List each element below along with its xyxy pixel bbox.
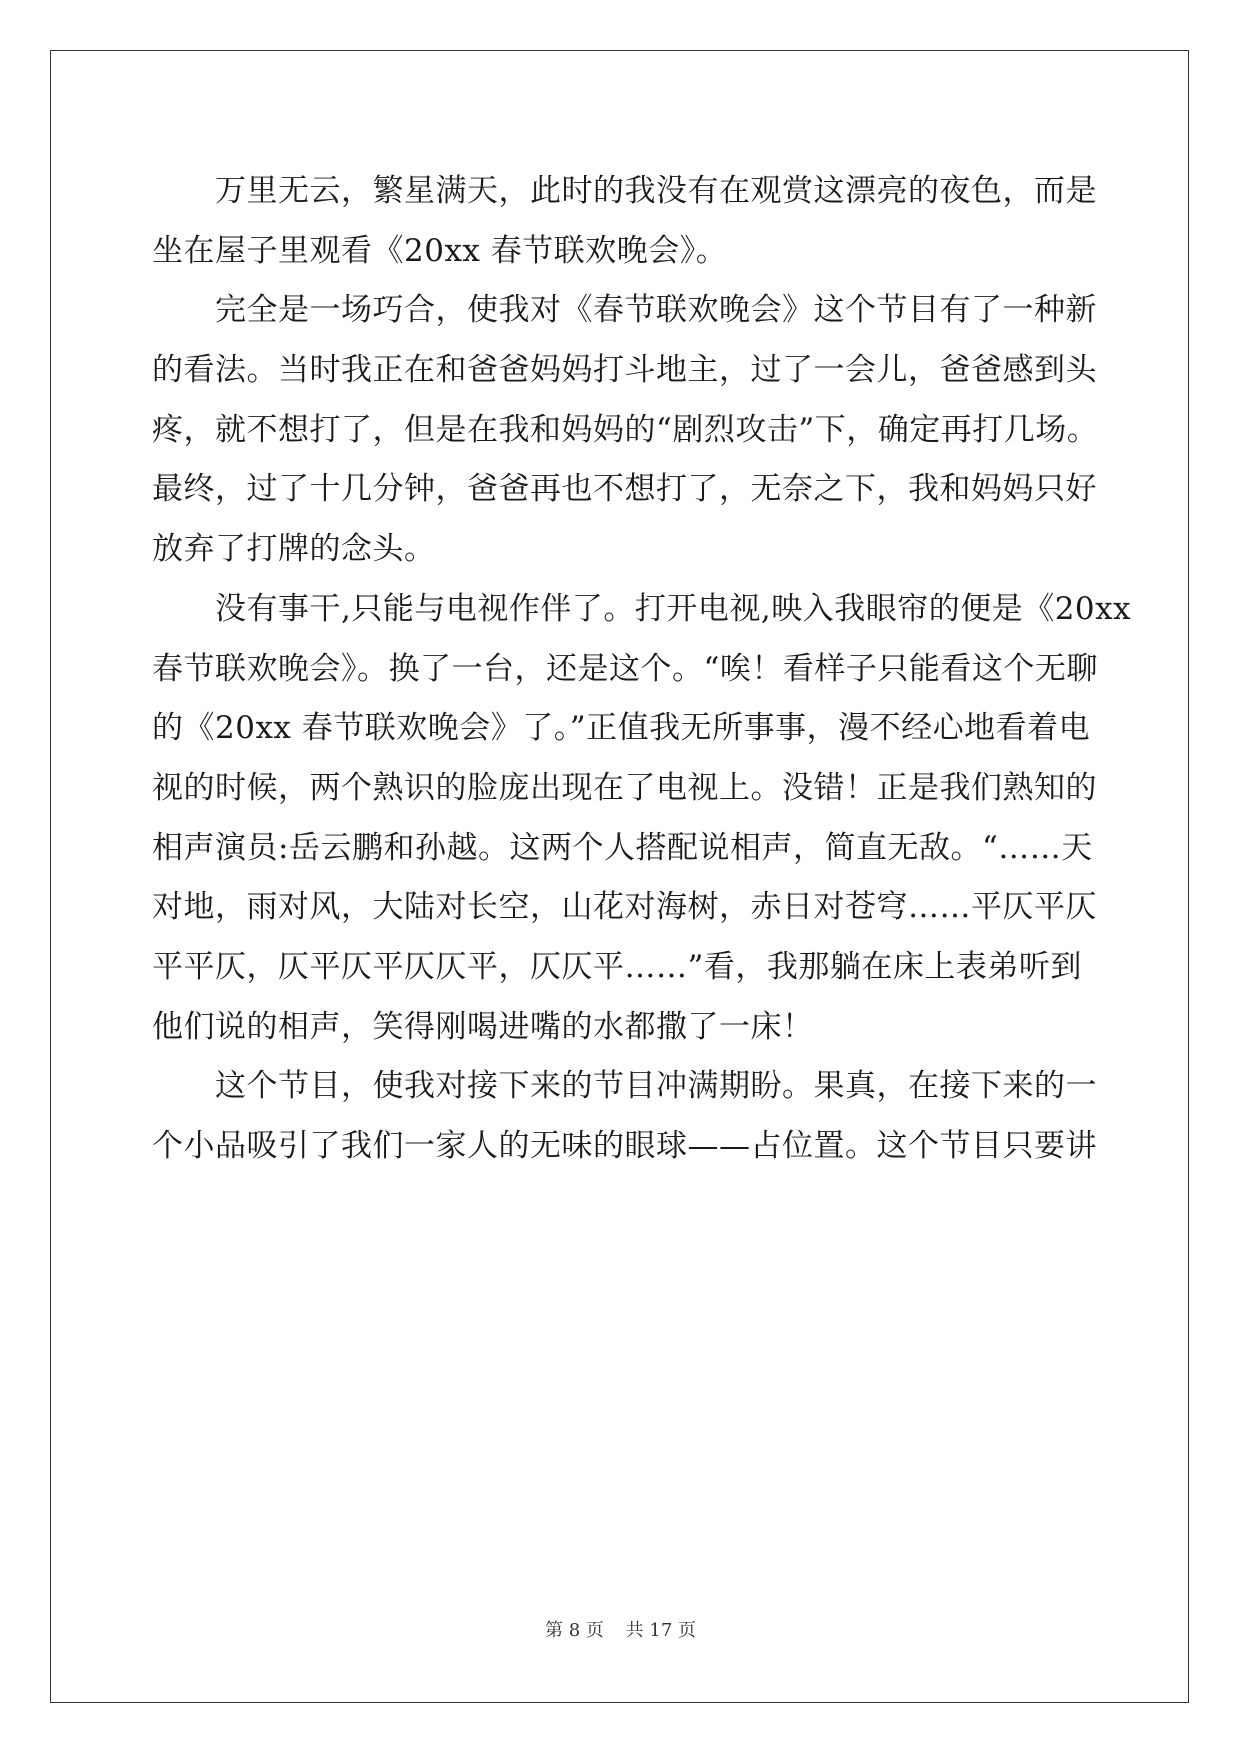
page-footer: [0, 1616, 1241, 1642]
text-line: 春节联欢晚会》。换了一台，还是这个。“唉！看样子只能看这个无聊: [152, 650, 1098, 687]
text-line: 相声演员:岳云鹏和孙越。这两个人搭配说相声，简直无敌。“……天: [152, 829, 1093, 866]
text-line: 对地，雨对风，大陆对长空，山花对海树，赤日对苍穹……平仄平仄: [152, 889, 1097, 926]
page-total: 共 17 页: [625, 1620, 696, 1641]
text-line: 他们说的相声，笑得刚喝进嘴的水都撒了一床！: [152, 1008, 814, 1045]
document-body: [152, 162, 1132, 1177]
text-line: 平平仄，仄平仄平仄仄平，仄仄平……”看，我那躺在床上表弟听到: [152, 948, 1082, 985]
text-line: 疼，就不想打了，但是在我和妈妈的“剧烈攻击”下，确定再打几场。: [152, 411, 1099, 448]
text-line: 放弃了打牌的念头。: [152, 531, 436, 568]
text-line: 坐在屋子里观看《20xx 春节联欢晚会》。: [152, 232, 728, 269]
text-line: 最终，过了十几分钟，爸爸再也不想打了，无奈之下，我和妈妈只好: [152, 471, 1097, 508]
text-line: 的看法。当时我正在和爸爸妈妈打斗地主，过了一会儿，爸爸感到头: [152, 352, 1097, 389]
text-line: 完全是一场巧合，使我对《春节联欢晚会》这个节目有了一种新: [215, 292, 1097, 329]
text-line: 这个节目，使我对接下来的节目冲满期盼。果真，在接下来的一: [215, 1068, 1097, 1105]
page-number: 第 8 页: [545, 1620, 604, 1641]
text-line: 的《20xx 春节联欢晚会》了。”正值我无所事事，漫不经心地看着电: [152, 710, 1091, 747]
text-line: 没有事干,只能与电视作伴了。打开电视,映入我眼帘的便是《20xx: [215, 590, 1132, 627]
text-line: 个小品吸引了我们一家人的无味的眼球——占位置。这个节目只要讲: [152, 1128, 1097, 1164]
text-line: 万里无云，繁星满天，此时的我没有在观赏这漂亮的夜色，而是: [215, 173, 1097, 209]
text-line: 视的时候，两个熟识的脸庞出现在了电视上。没错！正是我们熟知的: [152, 769, 1097, 806]
